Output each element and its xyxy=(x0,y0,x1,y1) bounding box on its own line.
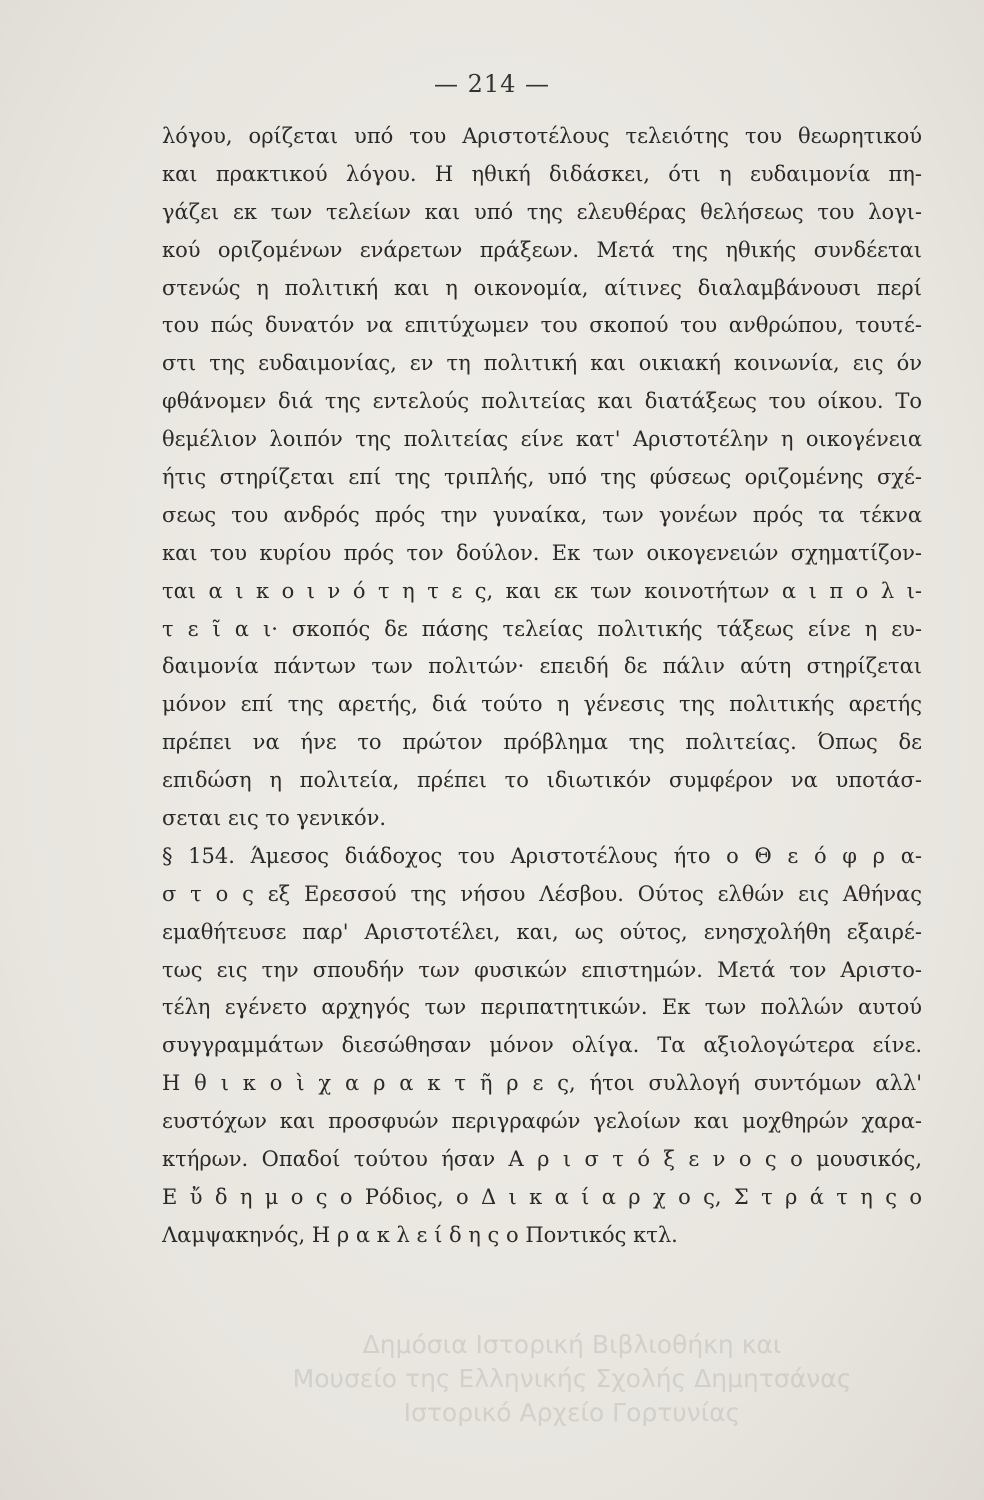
text-line: λόγου, ορίζεται υπό του Αριστοτέλους τελειότης του θεωρητικού xyxy=(162,124,922,148)
library-watermark xyxy=(222,1328,922,1430)
watermark-line: Μουσείο της Ελληνικής Σχολής Δημητσάνας xyxy=(292,1364,852,1393)
text-line: επιδώση η πολιτεία, πρέπει το ιδιωτικόν συμφέρον να υποτάσ- xyxy=(162,768,922,793)
text-line: κτήρων. Οπαδοί τούτου ήσαν Α ρ ι σ τ ό ξ ε ν ο ς ο μουσικός, xyxy=(162,1147,922,1172)
page-number: — 214 — xyxy=(433,70,551,98)
text-line: Η θ ι κ ο ὶ χ α ρ α κ τ ῆ ρ ε ς, ήτοι συλλογή συντόμων αλλ' xyxy=(162,1071,922,1096)
text-line: Λαμψακηνός, Η ρ α κ λ ε ί δ η ς ο Ποντικός κτλ. xyxy=(162,1222,678,1247)
watermark-line: Ιστορικό Αρχείο Γορτυνίας xyxy=(403,1398,741,1427)
text-line: σεται εις το γενικόν. xyxy=(162,806,387,831)
text-line: εμαθήτευσε παρ' Αριστοτέλει, και, ως ούτος, ενησχολήθη εξαιρέ- xyxy=(162,919,922,944)
watermark-line: Δημόσια Ιστορική Βιβλιοθήκη και xyxy=(362,1330,782,1359)
text-line: στι της ευδαιμονίας, εν τη πολιτική και οικιακή κοινωνία, εις όν xyxy=(162,351,922,376)
text-line: τέλη εγένετο αρχηγός των περιπατητικών. Εκ των πολλών αυτού xyxy=(162,995,922,1020)
text-line: συγγραμμάτων διεσώθησαν μόνον ολίγα. Τα αξιολογώτερα είνε. xyxy=(162,1033,922,1058)
text-line: ευστόχων και προσφυών περιγραφών γελοίων και μοχθηρών χαρα- xyxy=(162,1109,922,1134)
text-line: κού οριζομένων ενάρετων πράξεων. Μετά της ηθικής συνδέεται xyxy=(162,237,922,262)
text-line: μόνον επί της αρετής, διά τούτο η γένεσις της πολιτικής αρετής xyxy=(162,692,922,717)
text-line: του πώς δυνατόν να επιτύχωμεν του σκοπού του ανθρώπου, τουτέ- xyxy=(162,313,922,338)
text-line: σ τ ο ς εξ Ερεσσού της νήσου Λέσβου. Ούτος ελθών εις Αθήνας xyxy=(162,881,922,906)
text-line: στενώς η πολιτική και η οικονομία, αίτινες διαλαμβάνουσι περί xyxy=(162,275,922,300)
text-line: ται α ι κ ο ι ν ό τ η τ ε ς, και εκ των κοινοτήτων α ι π ο λ ι- xyxy=(162,578,922,603)
text-line: και πρακτικού λόγου. Η ηθική διδάσκει, ότι η ευδαιμονία πη- xyxy=(162,161,922,186)
body-text xyxy=(162,118,922,1255)
text-line: σεως του ανδρός πρός την γυναίκα, των γονέων πρός τα τέκνα xyxy=(162,502,922,527)
text-line: τως εις την σπουδήν των φυσικών επιστημών. Μετά τον Αριστο- xyxy=(162,957,922,982)
section-heading-line: § 154. Άμεσος διάδοχος του Αριστοτέλους ήτο ο Θ ε ό φ ρ α- xyxy=(162,843,922,868)
text-line: ήτις στηρίζεται επί της τριπλής, υπό της φύσεως οριζομένης σχέ- xyxy=(162,465,922,490)
text-line: γάζει εκ των τελείων και υπό της ελευθέρας θελήσεως του λογι- xyxy=(162,199,922,224)
text-line: φθάνομεν διά της εντελούς πολιτείας και διατάξεως του οίκου. Το xyxy=(162,389,922,414)
text-line: θεμέλιον λοιπόν της πολιτείας είνε κατ' Αριστοτέλην η οικογένεια xyxy=(162,427,922,452)
text-line: τ ε ῖ α ι· σκοπός δε πάσης τελείας πολιτικής τάξεως είνε η ευ- xyxy=(162,616,922,641)
text-line: Ε ὔ δ η μ ο ς ο Ρόδιος, ο Δ ι κ α ί α ρ χ ο ς, Σ τ ρ ά τ η ς ο xyxy=(162,1184,922,1209)
text-line: δαιμονία πάντων των πολιτών· επειδή δε πάλιν αύτη στηρίζεται xyxy=(162,654,922,679)
text-line: πρέπει να ήνε το πρώτον πρόβλημα της πολιτείας. Όπως δε xyxy=(162,730,922,755)
text-line: και του κυρίου πρός τον δούλον. Εκ των οικογενειών σχηματίζον- xyxy=(162,540,922,565)
